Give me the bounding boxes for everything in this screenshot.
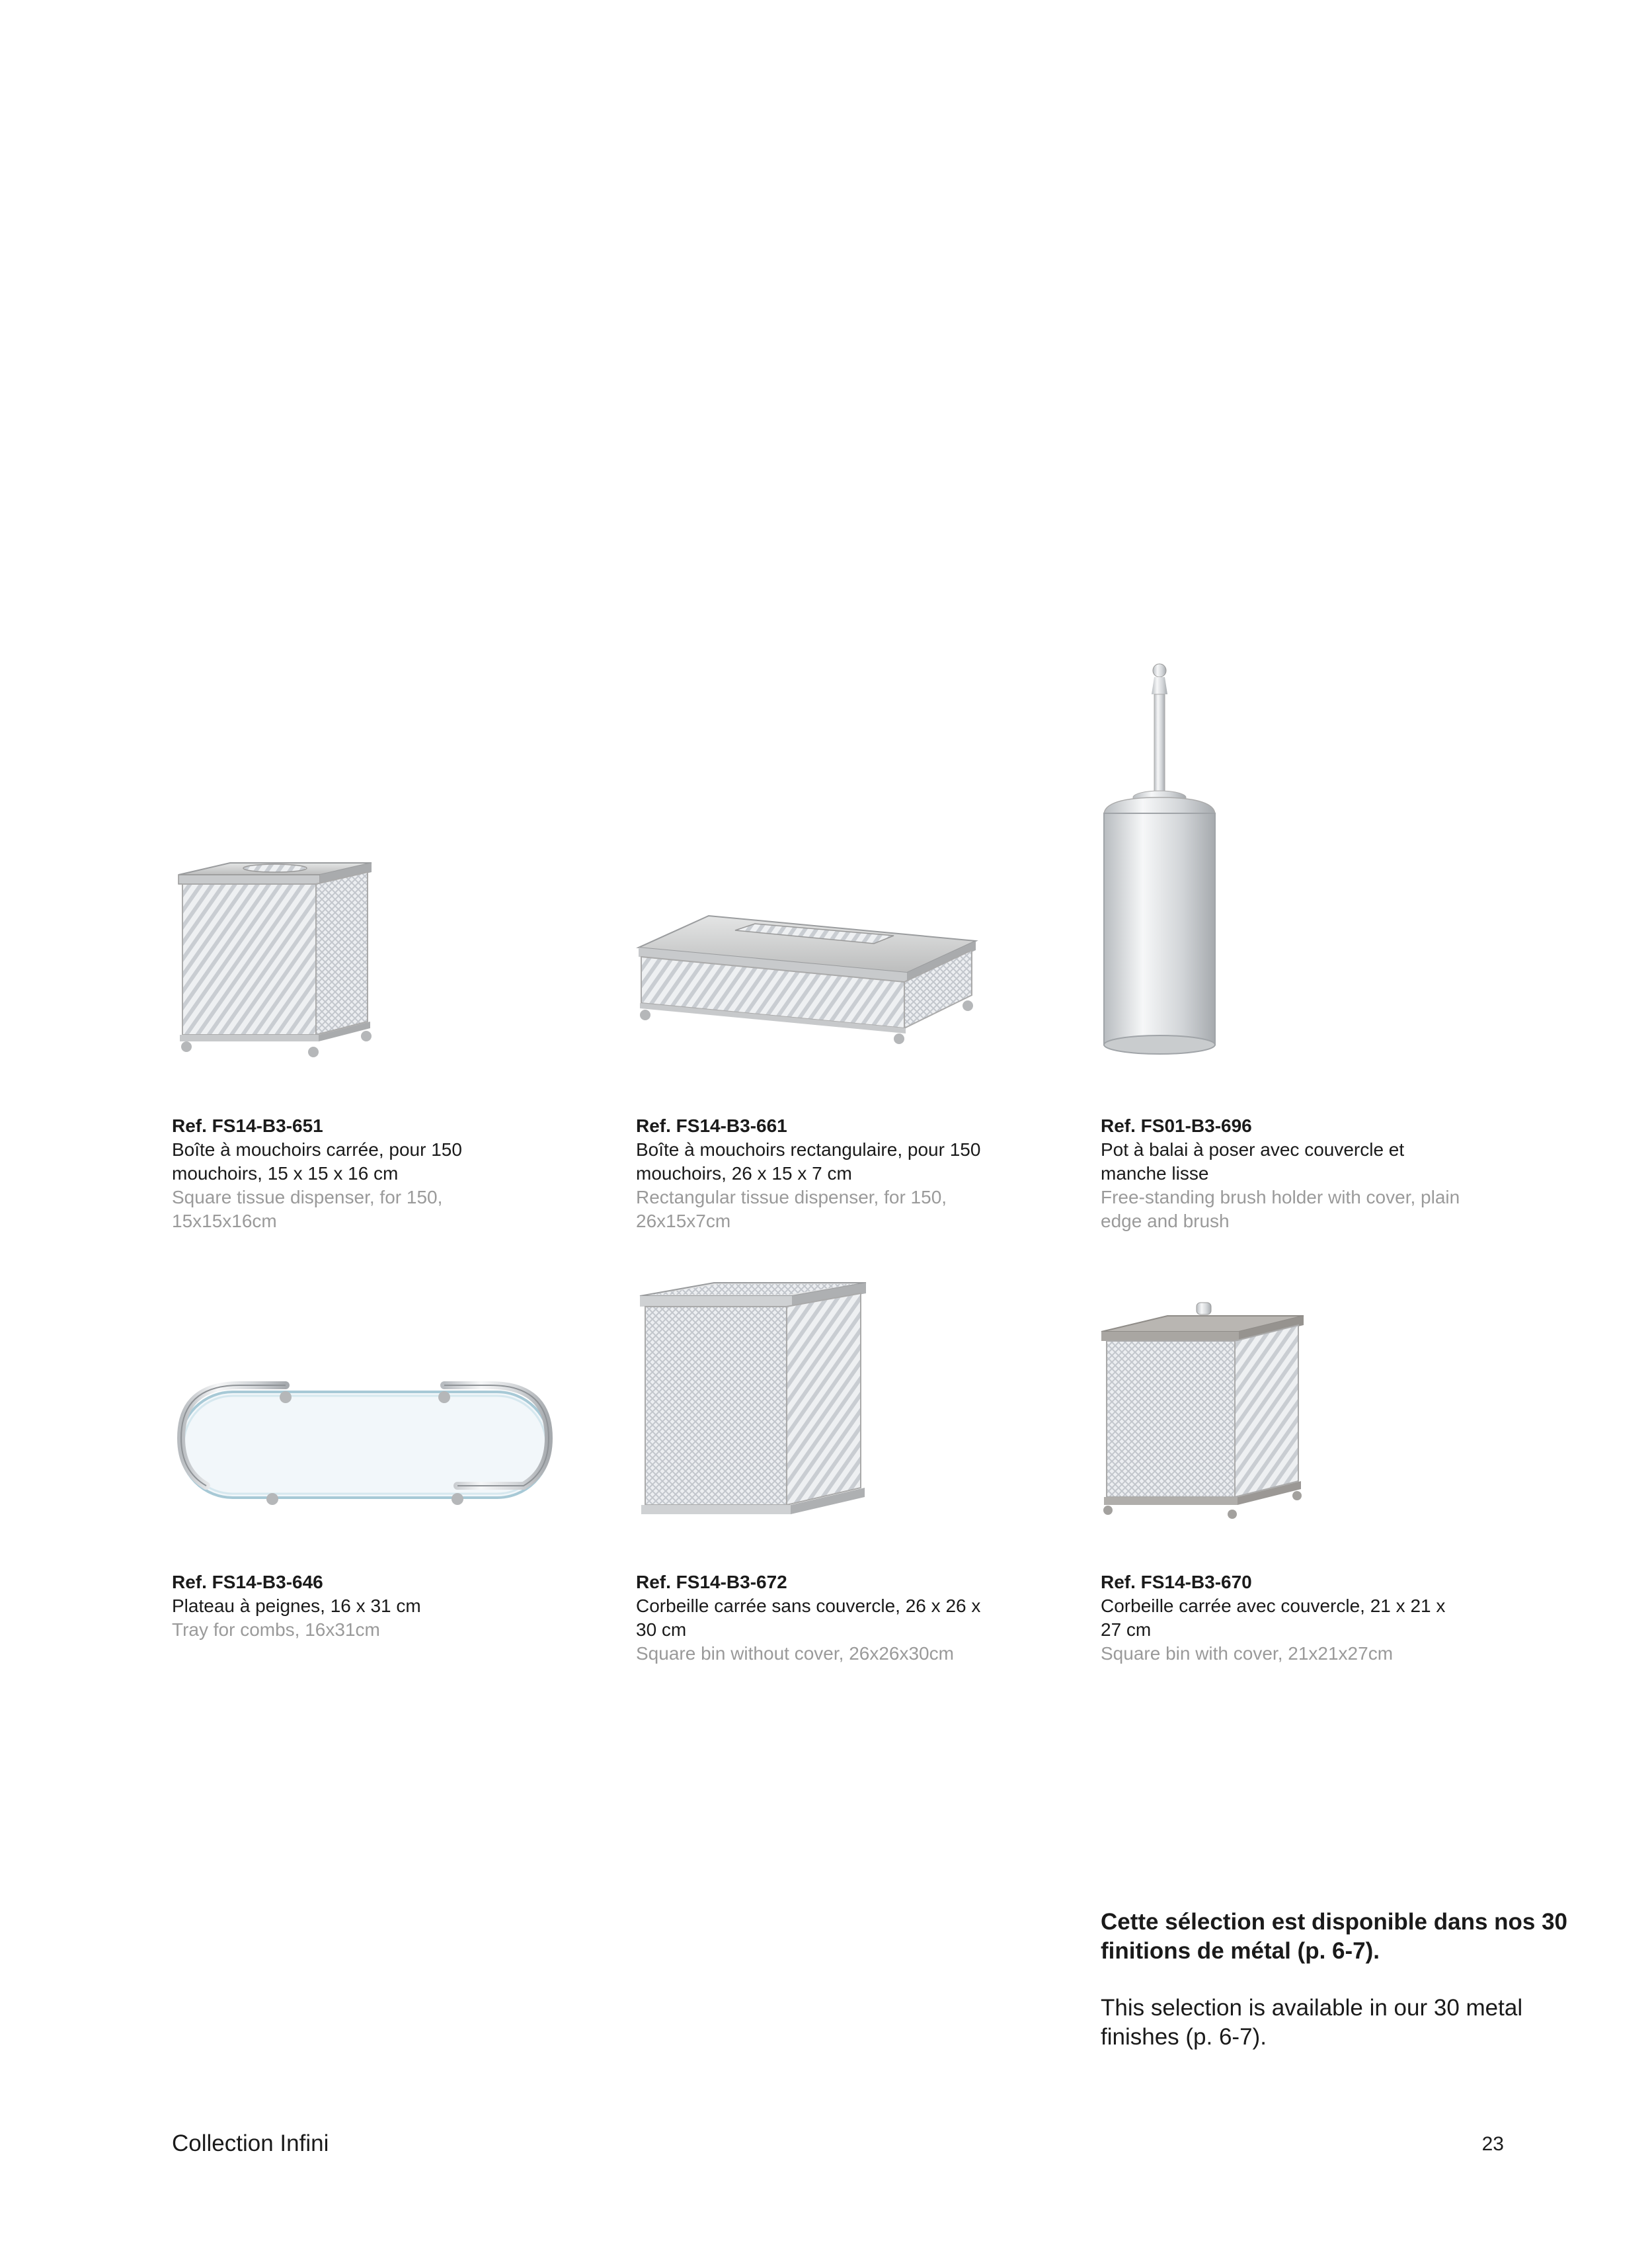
- product-ref: Ref. FS01-B3-696: [1101, 1115, 1252, 1136]
- product-description-fr: Pot à balai à poser avec couvercle et manche lisse: [1101, 1139, 1405, 1184]
- product-description-fr: Boîte à mouchoirs rectangulaire, pour 150 mouchoirs, 26 x 15 x 7 cm: [636, 1139, 981, 1184]
- product-description-fr: Corbeille carrée avec couvercle, 21 x 21 x 27 cm: [1101, 1596, 1446, 1640]
- square-bin-without-cover-image: [636, 1276, 874, 1527]
- comb-tray-image: [173, 1372, 557, 1518]
- product-description-en: Tray for combs, 16x31cm: [172, 1619, 380, 1640]
- product-description-en: Square bin without cover, 26x26x30cm: [636, 1643, 954, 1664]
- product-caption-4: [172, 1570, 542, 1642]
- product-description-fr: Corbeille carrée sans couvercle, 26 x 26 x 30 cm: [636, 1596, 981, 1640]
- product-ref: Ref. FS14-B3-651: [172, 1115, 323, 1136]
- availability-text-fr: Cette sélection est disponible dans nos 30 finitions de métal (p. 6-7).: [1101, 1909, 1568, 1964]
- product-description-en: Rectangular tissue dispenser, for 150, 26x15x7cm: [636, 1187, 947, 1231]
- product-caption-6: [1101, 1570, 1471, 1666]
- product-description-fr: Plateau à peignes, 16 x 31 cm: [172, 1596, 421, 1616]
- availability-text-en: This selection is available in our 30 metal finishes (p. 6-7).: [1101, 1995, 1523, 2050]
- square-bin-with-cover-image: [1099, 1296, 1310, 1527]
- product-ref: Ref. FS14-B3-670: [1101, 1572, 1252, 1592]
- product-ref: Ref. FS14-B3-646: [172, 1572, 323, 1592]
- collection-name: Collection Infini: [172, 2130, 329, 2156]
- product-description-en: Free-standing brush holder with cover, plain edge and brush: [1101, 1187, 1460, 1231]
- product-caption-3: [1101, 1114, 1471, 1233]
- product-description-en: Square tissue dispenser, for 150, 15x15x16cm: [172, 1187, 443, 1231]
- product-caption-5: [636, 1570, 1006, 1666]
- product-caption-2: [636, 1114, 1006, 1233]
- product-description-en: Square bin with cover, 21x21x27cm: [1101, 1643, 1394, 1664]
- product-ref: Ref. FS14-B3-672: [636, 1572, 787, 1592]
- square-tissue-box-image: [173, 856, 378, 1061]
- product-description-fr: Boîte à mouchoirs carrée, pour 150 mouchoirs, 15 x 15 x 16 cm: [172, 1139, 462, 1184]
- page-number: 23: [1481, 2133, 1504, 2155]
- brush-holder-image: [1097, 661, 1230, 1065]
- rectangular-tissue-box-image: [636, 909, 980, 1068]
- product-caption-1: [172, 1114, 542, 1233]
- availability-note: [1101, 1908, 1577, 2052]
- product-ref: Ref. FS14-B3-661: [636, 1115, 787, 1136]
